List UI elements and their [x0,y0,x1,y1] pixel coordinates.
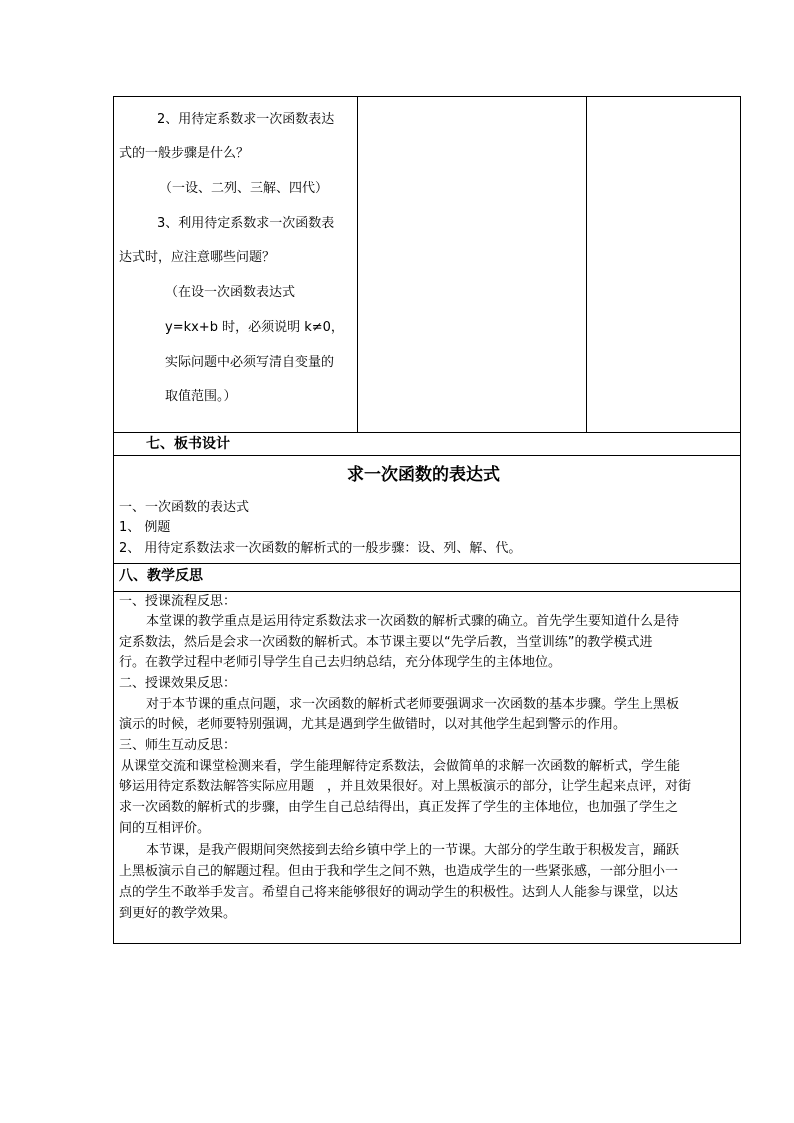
paragraph-line: 到更好的教学效果。 [119,906,237,921]
question-line: 3、利用待定系数求一次函数表 [157,216,335,231]
paragraph-line: 上黑板演示自己的解题过程。但由于我和学生之间不熟，也造成学生的一些紧张感，一部分胆小一 [119,864,679,879]
paragraph-line: 从课堂交流和课堂检测来看，学生能理解待定系数法，会做简单的求解一次函数的解析式，学生能 [121,759,681,774]
table-right-border [740,96,741,944]
paragraph-line: 定系数法，然后是会求一次函数的解析式。本节课主要以“先学后教，当堂训练”的教学模式进 [119,635,653,650]
paragraph-line: 够运用待定系数法解答实际应用题 ，并且效果很好。对上黑板演示的部分，让学生起来点评，对街 [119,779,692,794]
answer-line: 取值范围。） [165,389,237,404]
answer-line: 实际问题中必须写清自变量的 [165,355,335,370]
paragraph-line: 本堂课的教学重点是运用待定系数法求一次函数的解析式骤的确立。首先学生要知道什么是待 [146,614,680,629]
board-line: 2、 用待定系数法求一次函数的解析式的一般步骤：设、列、解、代。 [119,541,522,556]
row-divider [113,432,741,433]
table-bottom-border [113,943,741,944]
paragraph-line: 演示的时候，老师要特别强调，尤其是遇到学生做错时，以对其他学生起到警示的作用。 [119,717,627,732]
subsection-heading: 一、授课流程反思： [119,594,237,609]
paragraph-line: 对于本节课的重点问题，求一次函数的解析式老师要强调求一次函数的基本步骤。学生上黑板 [146,697,680,712]
section-heading: 八、教学反思 [119,568,203,584]
paragraph-line: 点的学生不敢举手发言。希望自己将来能够很好的调动学生的积极性。达到人人能参与课堂，以达 [119,885,679,900]
subsection-heading: 二、授课效果反思： [119,676,237,691]
column-divider [357,96,358,433]
row-divider [113,591,741,592]
question-line: 2、用待定系数求一次函数表达 [157,112,335,127]
board-line: 一、一次函数的表达式 [119,500,250,515]
paragraph-line: 行。在教学过程中老师引导学生自己去归纳总结，充分体现学生的主体地位。 [119,655,562,670]
paragraph-line: 间的互相评价。 [119,821,211,836]
answer-line: y=kx+b 时，必须说明 k≠0， [165,320,344,335]
subsection-heading: 三、师生互动反思： [119,738,237,753]
row-divider [113,563,741,564]
paragraph-line: 本节课，是我产假期间突然接到去给乡镇中学上的一节课。大部分的学生敢于积极发言，踊跃 [146,843,680,858]
section-heading: 七、板书设计 [146,436,230,452]
table-top-border [113,96,741,97]
row-divider [113,455,741,456]
board-title: 求一次函数的表达式 [347,465,500,485]
question-line: 式的一般步骤是什么？ [119,146,250,161]
answer-line: （在设一次函数表达式 [165,285,296,300]
board-line: 1、 例题 [119,520,171,535]
question-line: 达式时，应注意哪些问题？ [119,250,276,265]
column-divider [586,96,587,433]
paragraph-line: 求一次函数的解析式的步骤，由学生自己总结得出，真正发挥了学生的主体地位，也加强了学生之 [119,800,679,815]
table-left-border [113,96,114,944]
answer-line: （一设、二列、三解、四代） [159,181,329,196]
